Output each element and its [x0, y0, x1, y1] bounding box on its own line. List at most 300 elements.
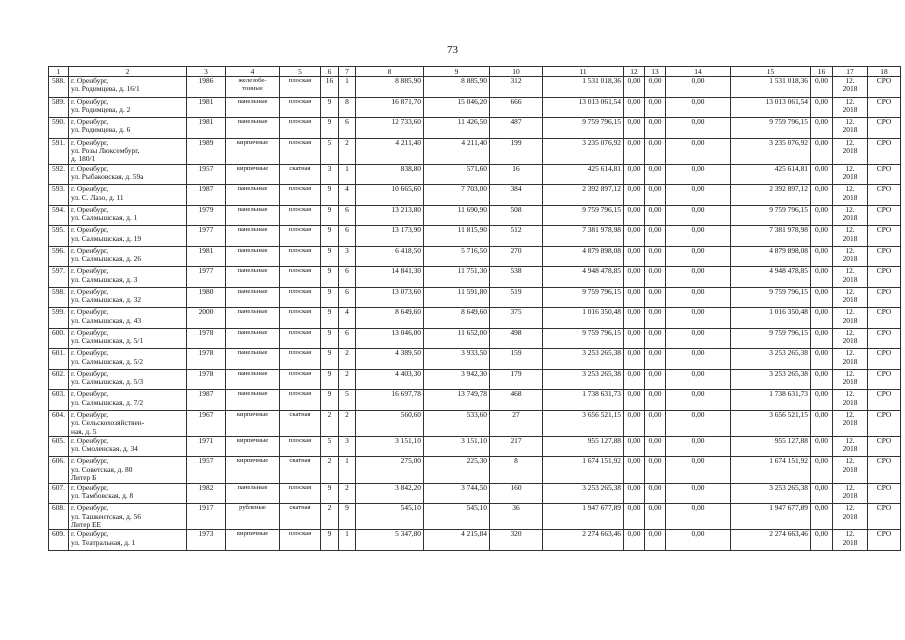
table-cell: 0,00 [666, 530, 731, 551]
table-cell: 1 947 677,89 [543, 504, 624, 530]
table-cell: плоская [280, 138, 321, 164]
table-cell: 0,00 [624, 138, 645, 164]
table-cell: СРО [868, 349, 901, 370]
table-row [49, 328, 901, 349]
table-cell: 8 649,60 [424, 308, 490, 329]
table-cell: 0,00 [624, 457, 645, 483]
table-cell: 15 046,20 [424, 97, 490, 118]
table-row [49, 308, 901, 329]
table-row [49, 118, 901, 139]
table-cell: 1981 [187, 246, 226, 267]
table-cell: 199 [490, 138, 543, 164]
table-cell: г. Оренбург, ул. Родимцева, д. 2 [69, 97, 187, 118]
table-cell: 5 [321, 436, 339, 457]
table-cell: панельные [226, 483, 280, 504]
table-cell: 0,00 [645, 205, 666, 226]
table-cell: 0,00 [666, 267, 731, 288]
table-cell: панельные [226, 390, 280, 411]
table-cell: 0,00 [624, 267, 645, 288]
table-cell: 3 842,20 [356, 483, 424, 504]
table-cell: 9 [321, 97, 339, 118]
table-cell: 12. 2018 [833, 205, 868, 226]
table-cell: 0,00 [666, 436, 731, 457]
table-cell: панельные [226, 308, 280, 329]
table-cell: г. Оренбург, ул. С. Лазо, д. 11 [69, 185, 187, 206]
table-cell: 0,00 [666, 97, 731, 118]
table-cell: 0,00 [645, 287, 666, 308]
table-cell: 3 253 265,38 [731, 349, 811, 370]
table-cell: 10 665,60 [356, 185, 424, 206]
table-row [49, 410, 901, 436]
table-cell: 14 841,30 [356, 267, 424, 288]
table-cell: кирпичные [226, 436, 280, 457]
table-cell: 1 [339, 164, 356, 185]
table-cell: 0,00 [645, 436, 666, 457]
table-cell: 2 392 897,12 [731, 185, 811, 206]
table-cell: 12. 2018 [833, 118, 868, 139]
table-cell: 0,00 [666, 410, 731, 436]
table-cell: 1973 [187, 530, 226, 551]
table-cell: 538 [490, 267, 543, 288]
table-cell: 599. [49, 308, 69, 329]
table-cell: 0,00 [666, 483, 731, 504]
table-cell: 3 253 265,38 [731, 369, 811, 390]
table-cell: кирпичные [226, 457, 280, 483]
table-cell: плоская [280, 77, 321, 98]
table-cell: 9 [321, 483, 339, 504]
table-cell: 12. 2018 [833, 410, 868, 436]
table-cell: 0,00 [645, 410, 666, 436]
table-row [49, 164, 901, 185]
table-cell: 1 531 018,36 [731, 77, 811, 98]
table-cell: 0,00 [811, 226, 833, 247]
table-cell: плоская [280, 118, 321, 139]
column-header: 7 [339, 67, 356, 77]
table-cell: 0,00 [645, 118, 666, 139]
table-cell: 0,00 [811, 164, 833, 185]
table-cell: 1957 [187, 457, 226, 483]
table-cell: 375 [490, 308, 543, 329]
table-cell: плоская [280, 436, 321, 457]
table-cell: кирпичные [226, 138, 280, 164]
table-cell: 9 [321, 530, 339, 551]
table-cell: 1981 [187, 118, 226, 139]
table-cell: СРО [868, 118, 901, 139]
table-cell: 13 073,60 [356, 287, 424, 308]
table-row [49, 77, 901, 98]
table-cell: 16 871,70 [356, 97, 424, 118]
table-row [49, 504, 901, 530]
table-cell: 2 [339, 138, 356, 164]
page-number: 73 [447, 44, 458, 56]
table-cell: 0,00 [666, 246, 731, 267]
table-row [49, 267, 901, 288]
table-cell: 179 [490, 369, 543, 390]
table-cell: 608. [49, 504, 69, 530]
table-cell: 601. [49, 349, 69, 370]
table-cell: 13 749,78 [424, 390, 490, 411]
table-cell: плоская [280, 328, 321, 349]
table-cell: 1967 [187, 410, 226, 436]
table-body [49, 77, 901, 551]
table-row [49, 390, 901, 411]
table-cell: 11 751,30 [424, 267, 490, 288]
table-cell: плоская [280, 349, 321, 370]
table-cell: 0,00 [645, 226, 666, 247]
table-cell: 603. [49, 390, 69, 411]
table-cell: 16 697,78 [356, 390, 424, 411]
table-cell: 6 [339, 226, 356, 247]
table-cell: 571,60 [424, 164, 490, 185]
table-cell: 588. [49, 77, 69, 98]
table-row [49, 436, 901, 457]
table-cell: 9 [321, 118, 339, 139]
table-cell: 12. 2018 [833, 457, 868, 483]
table-cell: плоская [280, 97, 321, 118]
table-cell: 2000 [187, 308, 226, 329]
table-cell: 425 614,81 [731, 164, 811, 185]
table-cell: 597. [49, 267, 69, 288]
table-row [49, 483, 901, 504]
table-cell: 1 531 018,36 [543, 77, 624, 98]
table-cell: 0,00 [666, 308, 731, 329]
table-cell: СРО [868, 457, 901, 483]
table-cell: 1 [339, 77, 356, 98]
table-cell: 1977 [187, 267, 226, 288]
table-cell: 9 759 796,15 [731, 118, 811, 139]
table-cell: 9 759 796,15 [731, 328, 811, 349]
table-row [49, 246, 901, 267]
table-cell: 16 [490, 164, 543, 185]
table-cell: 217 [490, 436, 543, 457]
table-cell: 0,00 [645, 530, 666, 551]
table-cell: 1 016 350,48 [731, 308, 811, 329]
table-cell: 7 703,00 [424, 185, 490, 206]
table-cell: 600. [49, 328, 69, 349]
table-cell: 0,00 [811, 267, 833, 288]
table-cell: 4 879 898,08 [543, 246, 624, 267]
column-header: 16 [811, 67, 833, 77]
table-cell: 11 426,50 [424, 118, 490, 139]
table-cell: 12. 2018 [833, 77, 868, 98]
table-cell: 12. 2018 [833, 308, 868, 329]
table-cell: 3 253 265,38 [731, 483, 811, 504]
table-cell: 11 815,90 [424, 226, 490, 247]
table-cell: 0,00 [645, 308, 666, 329]
table-cell: 13 013 061,54 [543, 97, 624, 118]
table-cell: 0,00 [811, 436, 833, 457]
table-cell: 3 235 076,92 [543, 138, 624, 164]
table-cell: 8 [490, 457, 543, 483]
table-cell: плоская [280, 308, 321, 329]
table-cell: 2 [321, 504, 339, 530]
table-cell: 468 [490, 390, 543, 411]
table-cell: 8 [339, 97, 356, 118]
table-cell: 0,00 [645, 369, 666, 390]
table-cell: г. Оренбург, ул. Сельскохозяйствен- ная, д. 5 [69, 410, 187, 436]
table-cell: 36 [490, 504, 543, 530]
table-cell: 955 127,88 [543, 436, 624, 457]
table-cell: 9 [339, 504, 356, 530]
table-cell: рубленые [226, 504, 280, 530]
table-cell: 6 [339, 118, 356, 139]
table-cell: 0,00 [811, 410, 833, 436]
table-cell: СРО [868, 369, 901, 390]
table-cell: 545,10 [356, 504, 424, 530]
column-header: 1 [49, 67, 69, 77]
table-cell: г. Оренбург, ул. Родимцева, д. 6 [69, 118, 187, 139]
housing-register-table [48, 66, 901, 551]
table-cell: железобе- тонные [226, 77, 280, 98]
table-cell: 11 591,80 [424, 287, 490, 308]
table-cell: г. Оренбург, ул. Театральная, д. 1 [69, 530, 187, 551]
table-cell: СРО [868, 390, 901, 411]
table-cell: 0,00 [666, 504, 731, 530]
table-cell: 595. [49, 226, 69, 247]
table-cell: 0,00 [624, 164, 645, 185]
table-cell: 2 [339, 369, 356, 390]
table-cell: 9 759 796,15 [731, 205, 811, 226]
table-row [49, 226, 901, 247]
table-cell: 6 418,50 [356, 246, 424, 267]
table-cell: СРО [868, 246, 901, 267]
table-cell: скатная [280, 164, 321, 185]
table-cell: 1971 [187, 436, 226, 457]
table-cell: 1986 [187, 77, 226, 98]
table-cell: 0,00 [811, 349, 833, 370]
table-cell: 1987 [187, 390, 226, 411]
table-cell: СРО [868, 185, 901, 206]
table-cell: 3 [321, 164, 339, 185]
table-cell: 9 759 796,15 [543, 287, 624, 308]
table-cell: 12. 2018 [833, 267, 868, 288]
table-cell: г. Оренбург, ул. Салмышская, д. 5/2 [69, 349, 187, 370]
table-cell: СРО [868, 328, 901, 349]
table-cell: 1917 [187, 504, 226, 530]
table-cell: 0,00 [624, 308, 645, 329]
column-header: 17 [833, 67, 868, 77]
table-header [49, 67, 901, 77]
table-cell: 384 [490, 185, 543, 206]
table-cell: СРО [868, 483, 901, 504]
table-cell: 0,00 [666, 164, 731, 185]
table-cell: 0,00 [645, 164, 666, 185]
table-cell: СРО [868, 226, 901, 247]
table-cell: 1 738 631,73 [543, 390, 624, 411]
table-cell: 1 [339, 457, 356, 483]
table-cell: 2 [339, 349, 356, 370]
table-cell: скатная [280, 457, 321, 483]
table-cell: панельные [226, 205, 280, 226]
table-cell: 9 759 796,15 [543, 118, 624, 139]
table-cell: 0,00 [811, 369, 833, 390]
table-cell: 0,00 [811, 328, 833, 349]
table-cell: 13 213,80 [356, 205, 424, 226]
table-cell: 1978 [187, 369, 226, 390]
table-cell: 498 [490, 328, 543, 349]
table-cell: 0,00 [624, 226, 645, 247]
table-cell: 1978 [187, 349, 226, 370]
table-cell: 0,00 [666, 390, 731, 411]
table-cell: 12 733,60 [356, 118, 424, 139]
table-cell: 0,00 [666, 226, 731, 247]
table-cell: 606. [49, 457, 69, 483]
table-cell: 0,00 [645, 328, 666, 349]
table-cell: 0,00 [645, 77, 666, 98]
table-cell: 9 [321, 185, 339, 206]
table-cell: СРО [868, 436, 901, 457]
table-cell: г. Оренбург, ул. Салмышская, д. 7/2 [69, 390, 187, 411]
table-cell: 9 [321, 328, 339, 349]
table-row [49, 457, 901, 483]
table-cell: 3 656 521,15 [543, 410, 624, 436]
table-cell: панельные [226, 226, 280, 247]
table-row [49, 349, 901, 370]
table-cell: 312 [490, 77, 543, 98]
table-cell: панельные [226, 287, 280, 308]
table-cell: плоская [280, 287, 321, 308]
table-cell: 8 885,90 [356, 77, 424, 98]
table-cell: 0,00 [645, 246, 666, 267]
table-cell: 3 253 265,38 [543, 369, 624, 390]
table-row [49, 138, 901, 164]
table-cell: г. Оренбург, ул. Советская, д. 80 Литер Б [69, 457, 187, 483]
table-cell: 1 016 350,48 [543, 308, 624, 329]
table-cell: 7 381 978,98 [731, 226, 811, 247]
table-cell: 3 656 521,15 [731, 410, 811, 436]
table-cell: 1957 [187, 164, 226, 185]
table-cell: 0,00 [811, 504, 833, 530]
table-cell: СРО [868, 287, 901, 308]
table-cell: 0,00 [645, 349, 666, 370]
table-cell: 593. [49, 185, 69, 206]
table-cell: г. Оренбург, ул. Салмышская, д. 19 [69, 226, 187, 247]
table-cell: 0,00 [811, 308, 833, 329]
table-cell: 0,00 [666, 369, 731, 390]
column-header: 18 [868, 67, 901, 77]
table-cell: 425 614,81 [543, 164, 624, 185]
table-cell: 0,00 [666, 287, 731, 308]
table-cell: 3 942,30 [424, 369, 490, 390]
table-cell: 9 [321, 308, 339, 329]
table-cell: 12. 2018 [833, 287, 868, 308]
table-cell: СРО [868, 530, 901, 551]
table-cell: 12. 2018 [833, 97, 868, 118]
table-cell: панельные [226, 246, 280, 267]
table-cell: 9 759 796,15 [543, 328, 624, 349]
table-cell: 6 [339, 287, 356, 308]
table-cell: 3 [339, 436, 356, 457]
table-cell: 1 947 677,89 [731, 504, 811, 530]
table-cell: 591. [49, 138, 69, 164]
table-cell: плоская [280, 185, 321, 206]
table-cell: 0,00 [811, 97, 833, 118]
table-row [49, 530, 901, 551]
table-cell: СРО [868, 77, 901, 98]
table-cell: 0,00 [645, 185, 666, 206]
table-cell: СРО [868, 97, 901, 118]
table-cell: г. Оренбург, ул. Салмышская, д. 5/1 [69, 328, 187, 349]
table-cell: 955 127,88 [731, 436, 811, 457]
table-cell: СРО [868, 267, 901, 288]
table-cell: 0,00 [624, 530, 645, 551]
table-cell: 270 [490, 246, 543, 267]
table-cell: 12. 2018 [833, 164, 868, 185]
table-cell: 4 948 478,85 [543, 267, 624, 288]
table-cell: 0,00 [645, 483, 666, 504]
table-cell: 9 759 796,15 [731, 287, 811, 308]
table-row [49, 97, 901, 118]
column-header: 5 [280, 67, 321, 77]
table-cell: 609. [49, 530, 69, 551]
table-cell: г. Оренбург, ул. Родимцева, д. 16/1 [69, 77, 187, 98]
table-cell: 2 [339, 483, 356, 504]
table-cell: 1982 [187, 483, 226, 504]
table-cell: 0,00 [624, 97, 645, 118]
table-cell: 0,00 [624, 504, 645, 530]
table-cell: 12. 2018 [833, 436, 868, 457]
table-cell: 1989 [187, 138, 226, 164]
table-cell: 3 253 265,38 [543, 349, 624, 370]
table-cell: 1 [339, 530, 356, 551]
table-cell: 5 [321, 138, 339, 164]
column-header: 12 [624, 67, 645, 77]
table-cell: 0,00 [624, 410, 645, 436]
table-cell: панельные [226, 369, 280, 390]
column-header: 10 [490, 67, 543, 77]
table-cell: 598. [49, 287, 69, 308]
column-header: 3 [187, 67, 226, 77]
table-cell: 3 253 265,38 [543, 483, 624, 504]
table-cell: 1 674 151,92 [543, 457, 624, 483]
table-cell: 2 [321, 410, 339, 436]
column-header: 11 [543, 67, 624, 77]
table-cell: 4 211,40 [356, 138, 424, 164]
table-cell: 0,00 [624, 390, 645, 411]
table-cell: плоская [280, 483, 321, 504]
table-cell: 607. [49, 483, 69, 504]
table-cell: 0,00 [624, 328, 645, 349]
table-cell: 594. [49, 205, 69, 226]
table-cell: 13 013 061,54 [731, 97, 811, 118]
table-cell: 519 [490, 287, 543, 308]
table-cell: 9 [321, 349, 339, 370]
table-cell: 5 [339, 390, 356, 411]
table-cell: 2 274 663,46 [543, 530, 624, 551]
table-cell: 12. 2018 [833, 138, 868, 164]
table-cell: 604. [49, 410, 69, 436]
table-cell: 2 392 897,12 [543, 185, 624, 206]
table-cell: 0,00 [624, 483, 645, 504]
table-cell: г. Оренбург, ул. Салмышская, д. 43 [69, 308, 187, 329]
table-cell: г. Оренбург, ул. Рыбаковская, д. 59а [69, 164, 187, 185]
table-cell: 0,00 [666, 138, 731, 164]
table-cell: панельные [226, 328, 280, 349]
table-cell: 275,00 [356, 457, 424, 483]
table-cell: плоская [280, 390, 321, 411]
table-cell: плоская [280, 267, 321, 288]
table-cell: 0,00 [811, 185, 833, 206]
table-cell: 0,00 [811, 483, 833, 504]
table-cell: скатная [280, 504, 321, 530]
table-cell: 3 151,10 [424, 436, 490, 457]
table-cell: 589. [49, 97, 69, 118]
table-row [49, 369, 901, 390]
table-cell: СРО [868, 504, 901, 530]
table-cell: 11 652,00 [424, 328, 490, 349]
table-cell: 1 738 631,73 [731, 390, 811, 411]
table-cell: 560,60 [356, 410, 424, 436]
